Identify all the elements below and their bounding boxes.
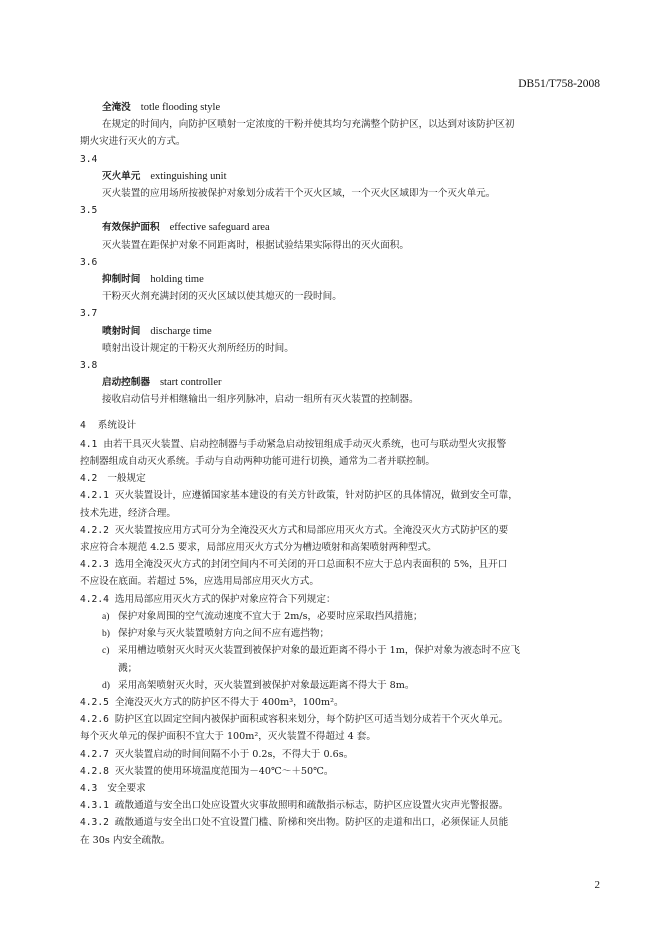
- list-item-cont: [80, 660, 605, 677]
- document-code-header: DB51/T758-2008: [518, 78, 600, 90]
- list-item-text: 溅；: [118, 662, 138, 674]
- clause-number: 4.2.4: [80, 593, 109, 605]
- list-item-text: 保护对象周围的空气流动速度不宜大于 2m/s，必要时应采取挡风措施；: [118, 610, 423, 622]
- term-cn: 有效保护面积: [102, 222, 160, 234]
- clause-text: 灭火装置的使用环境温度范围为－40℃～＋50℃。: [114, 765, 334, 777]
- term-heading: [80, 219, 605, 236]
- list-marker: a): [102, 610, 110, 622]
- clause-text-cont: 技术先进，经济合理。: [80, 507, 176, 519]
- clause-4-3-2: [80, 814, 605, 831]
- clause-text: 灭火装置启动的时间间隔不小于 0.2s，不得大于 0.6s。: [114, 748, 354, 760]
- clause-number: 3.7: [80, 308, 98, 320]
- list-item-text: 采用槽边喷射灭火时灭火装置到被保护对象的最近距离不得小于 1m，保护对象为液态时不应飞: [118, 645, 520, 657]
- term-cn: 抑制时间: [102, 274, 141, 286]
- clause-text: 防护区宜以固定空间内被保护面积或容积来划分，每个防护区可适当划分成若干个灭火单元。: [114, 714, 509, 726]
- clause-number: 4.2.8: [80, 765, 109, 777]
- document-body: [80, 99, 605, 849]
- list-marker: b): [102, 628, 110, 640]
- subsection-number: 4.3: [80, 782, 98, 794]
- subsection-title: 安全要求: [107, 782, 146, 794]
- clause-number: 3.5: [80, 205, 98, 217]
- term-description: 在规定的时间内，向防护区喷射一定浓度的干粉并使其均匀充满整个防护区，以达到对该防护区初: [102, 119, 515, 131]
- term-cn: 启动控制器: [102, 377, 150, 389]
- term-en: extinguishing unit: [150, 170, 227, 182]
- list-item-text: 采用高架喷射灭火时，灭火装置到被保护对象最远距离不得大于 8m。: [118, 679, 415, 691]
- clause-4-1: [80, 436, 605, 453]
- clause-text: 选用全淹没灭火方式的封闭空间内不可关闭的开口总面积不应大于总内表面积的 5%，且开口: [114, 559, 508, 571]
- list-item: [80, 608, 605, 625]
- clause-number: 4.2.6: [80, 714, 109, 726]
- term-en: discharge time: [150, 325, 212, 337]
- clause-number: 3.4: [80, 153, 98, 165]
- clause-4-3-1: [80, 797, 605, 814]
- term-en: totle flooding style: [140, 102, 221, 113]
- clause-4-2-7: [80, 746, 605, 763]
- list-marker: c): [102, 645, 110, 657]
- term-en: effective safeguard area: [169, 222, 270, 234]
- subsection-number: 4.2: [80, 473, 98, 485]
- clause-number: 4.2.5: [80, 696, 109, 708]
- clause-text: 灭火装置按应用方式可分为全淹没灭火方式和局部应用灭火方式。全淹没灭火方式防护区的要: [114, 524, 509, 536]
- clause-4-2-5: [80, 694, 605, 711]
- clause-4-2-8: [80, 763, 605, 780]
- term-en: holding time: [150, 274, 204, 286]
- clause-4-2-3: [80, 556, 605, 573]
- clause-number: 4.3.2: [80, 817, 109, 829]
- clause-number: 4.2.7: [80, 748, 109, 760]
- clause-text: 由若干具灭火装置、启动控制器与手动紧急启动按钮组成手动灭火系统，也可与联动型火灾报警: [103, 438, 507, 450]
- clause-number: 4.1: [80, 438, 98, 450]
- term-heading: [80, 99, 605, 116]
- clause-text-cont: 不应设在底面。若超过 5%，应选用局部应用灭火方式。: [80, 576, 319, 588]
- section-heading: [80, 417, 605, 434]
- clause-text: 灭火装置设计，应遵循国家基本建设的有关方针政策，针对防护区的具体情况，做到安全可靠，: [114, 490, 518, 502]
- term-cn: 灭火单元: [102, 170, 141, 182]
- term-heading: [80, 168, 605, 185]
- clause-4-2-4: [80, 591, 605, 608]
- clause-text-cont: 控制器组成自动灭火系统。手动与自动两种功能可进行切换，通常为二者并联控制。: [80, 456, 435, 468]
- term-description: 灭火装置在距保护对象不同距离时，根据试验结果实际得出的灭火面积。: [102, 239, 409, 251]
- clause-text: 疏散通道与安全出口处应设置火灾事故照明和疏散指示标志，防护区应设置火灾声光警报器。: [114, 800, 509, 812]
- clause-text: 疏散通道与安全出口处不宜设置门槛、阶梯和突出物。防护区的走道和出口，必须保证人员能: [114, 817, 509, 829]
- list-item-text: 保护对象与灭火装置喷射方向之间不应有遮挡物；: [118, 628, 330, 640]
- clause-text: 全淹没灭火方式的防护区不得大于 400m³，100m²。: [114, 696, 344, 708]
- clause-4-2-6: [80, 711, 605, 728]
- list-item: [80, 625, 605, 642]
- clause-number: 4.2.3: [80, 559, 109, 571]
- term-description: 接收启动信号并相继输出一组序列脉冲，启动一组所有灭火装置的控制器。: [102, 394, 419, 406]
- clause-text: 选用局部应用灭火方式的保护对象应符合下列规定：: [114, 593, 336, 605]
- term-description: 灭火装置的应用场所按被保护对象划分成若干个灭火区域，一个灭火区域即为一个灭火单元。: [102, 188, 496, 200]
- subsection-title: 一般规定: [107, 473, 146, 485]
- clause-number: 4.3.1: [80, 800, 109, 812]
- clause-number: 3.6: [80, 256, 98, 268]
- term-heading: [80, 323, 605, 340]
- clause-4-2-2: [80, 522, 605, 539]
- subsection-heading: [80, 780, 605, 797]
- subsection-heading: [80, 470, 605, 487]
- clause-number: 3.8: [80, 360, 98, 372]
- page-number: 2: [594, 879, 600, 891]
- term-description-cont: 期火灾进行灭火的方式。: [80, 136, 186, 148]
- section-title: 系统设计: [97, 419, 137, 431]
- term-cn: 全淹没: [102, 102, 131, 113]
- clause-number: 4.2.2: [80, 524, 109, 536]
- clause-text-cont: 每个灭火单元的保护面积不宜大于 100m²，灭火装置不得超过 4 套。: [80, 731, 376, 743]
- list-item: [80, 642, 605, 659]
- clause-text-cont: 在 30s 内安全疏散。: [80, 834, 171, 846]
- clause-4-2-1: [80, 487, 605, 504]
- term-cn: 喷射时间: [102, 325, 141, 337]
- section-number: 4: [80, 419, 86, 431]
- list-item: [80, 677, 605, 694]
- clause-text-cont: 求应符合本规范 4.2.5 要求，局部应用灭火方式分为槽边喷射和高架喷射两种型式。: [80, 542, 437, 554]
- list-marker: d): [102, 679, 110, 691]
- term-heading: [80, 271, 605, 288]
- clause-number: 4.2.1: [80, 490, 109, 502]
- term-heading: [80, 374, 605, 391]
- term-description: 干粉灭火剂充满封闭的灭火区域以使其熄灭的一段时间。: [102, 291, 342, 303]
- term-en: start controller: [159, 377, 222, 389]
- term-description: 喷射出设计规定的干粉灭火剂所经历的时间。: [102, 342, 294, 354]
